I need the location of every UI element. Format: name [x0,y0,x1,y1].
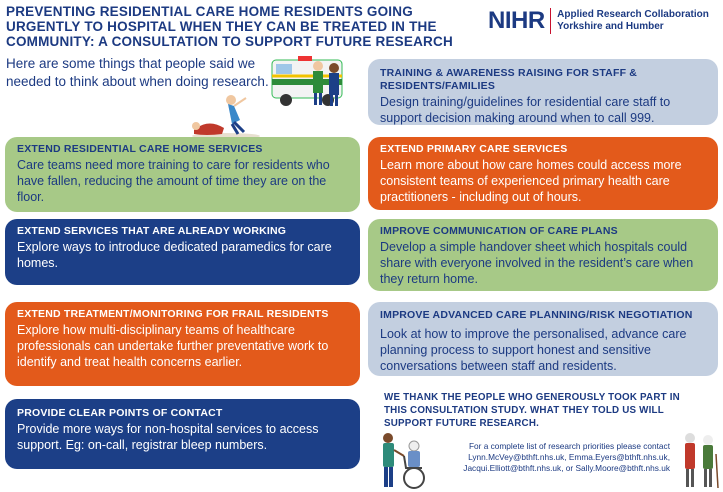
card-heading: TRAINING & AWARENESS RAISING FOR STAFF & RESIDENTS/FAMILIES [380,67,638,92]
card-training-awareness [368,59,718,125]
fallen-resident-illustration [188,94,264,140]
card-heading: PROVIDE CLEAR POINTS OF CONTACT [17,407,223,419]
card-body: Explore ways to introduce dedicated paramedics for care homes. [17,240,332,270]
card-heading: IMPROVE ADVANCED CARE PLANNING/RISK NEGOTIATION [380,309,693,321]
card-advanced-care-planning [368,302,718,376]
card-body: Design training/guidelines for residential care staff to support decision making around when to call 999. [380,95,671,125]
card-body: Develop a simple handover sheet which hospitals could share with everyone involved in the resident’s care when they return home. [380,240,694,286]
card-heading: IMPROVE COMMUNICATION OF CARE PLANS [380,225,618,237]
card-body: Look at how to improve the personalised, advance care planning process to support honest and sensitive conversations between staff and residents. [380,327,687,373]
contact-line-1: For a complete list of research priorities please contact [468,441,670,451]
card-heading: EXTEND PRIMARY CARE SERVICES [380,143,568,155]
card-body: Explore how multi-disciplinary teams of healthcare professionals can undertake further preventative work to identify and treat health concerns earlier. [17,323,329,369]
logo-name: NIHR [488,7,545,34]
page-title: PREVENTING RESIDENTIAL CARE HOME RESIDENTS GOING URGENTLY TO HOSPITAL WHEN THEY CAN BE TREATED IN THE COMMUNITY: A CONSULTATION TO SUPPORT FUTURE RESEARCH [6,4,453,49]
elderly-couple-illustration [678,432,720,490]
card-extend-treatment-monitoring [5,302,360,386]
logo-subtitle-line2: Yorkshire and Humber [557,21,664,32]
card-extend-services-working [5,219,360,285]
thanks-text: WE THANK THE PEOPLE WHO GENEROUSLY TOOK PART IN THIS CONSULTATION STUDY. WHAT THEY TOLD US WILL SUPPORT FUTURE RESEARCH. [384,392,680,429]
contact-line-3: Jacqui.Elliott@bthft.nhs.uk, or Sally.Moore@bthft.nhs.uk [463,463,670,473]
card-heading: EXTEND TREATMENT/MONITORING FOR FRAIL RESIDENTS [17,308,329,320]
card-heading: EXTEND SERVICES THAT ARE ALREADY WORKING [17,225,287,237]
card-body: Provide more ways for non-hospital services to access support. Eg: on-call, registrar bleep numbers. [17,422,319,452]
nihr-logo [488,6,718,36]
ambulance-illustration [268,52,360,110]
card-clear-points-contact [5,399,360,469]
contact-info [438,441,670,474]
wheelchair-carer-illustration [378,432,434,490]
card-body: Learn more about how care homes could access more consistent teams of experienced primary health care practitioners - including out of hours. [380,158,682,204]
card-extend-primary-care [368,137,718,210]
card-extend-residential-care [5,137,360,212]
logo-divider [550,8,552,34]
card-heading: EXTEND RESIDENTIAL CARE HOME SERVICES [17,143,263,155]
card-communication-care-plans [368,219,718,291]
intro-text: Here are some things that people said we needed to think about when doing research. [6,56,269,89]
logo-subtitle-line1: Applied Research Collaboration [557,9,709,20]
card-body: Care teams need more training to care for residents who have fallen, reducing the amount of time they are on the floor. [17,158,330,204]
logo-subtitle [557,9,709,33]
contact-line-2: Lynn.McVey@bthft.nhs.uk, Emma.Eyers@bthft.nhs.uk, [468,452,670,462]
